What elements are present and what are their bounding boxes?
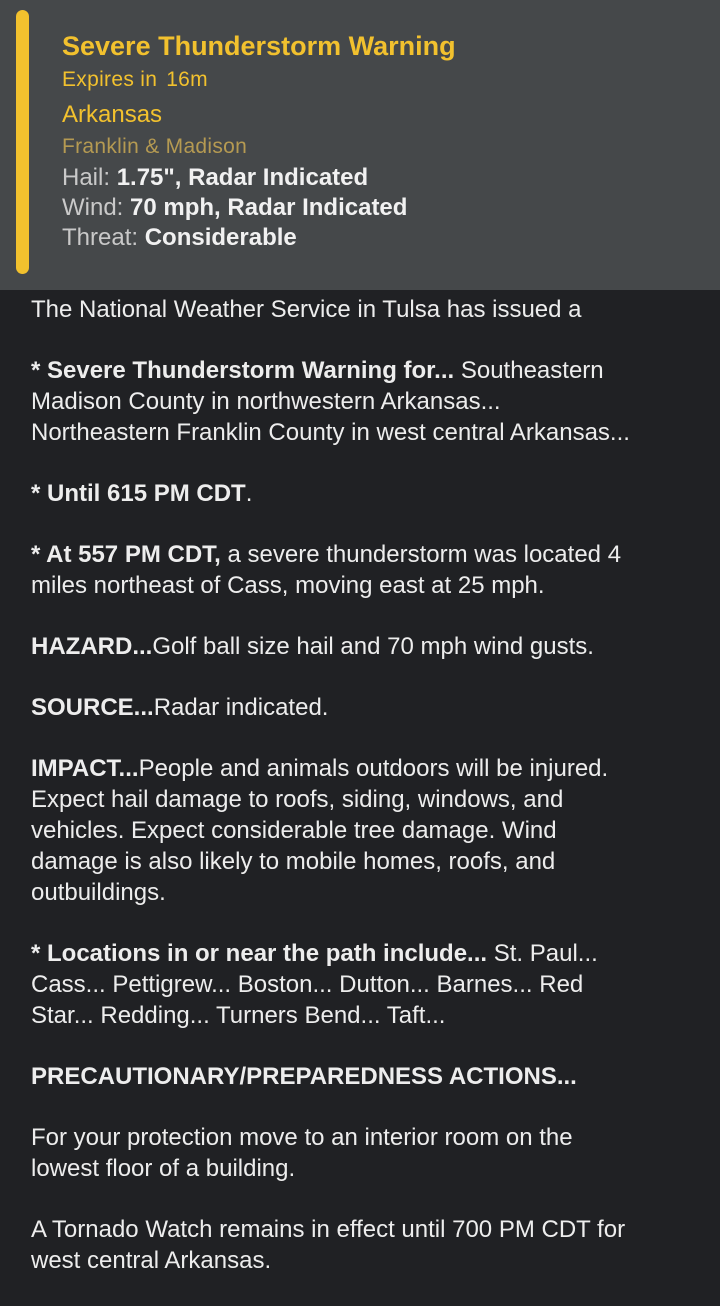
alert-header — [0, 0, 720, 290]
impact-lead: IMPACT... — [31, 755, 139, 782]
tornado-watch-paragraph — [31, 1214, 711, 1276]
wind-label: Wind: — [62, 194, 124, 221]
locations-text-2: Cass... Pettigrew... Boston... Dutton... Barnes... Red — [31, 971, 584, 998]
precautions-heading: PRECAUTIONARY/PREPAREDNESS ACTIONS... — [31, 1063, 577, 1090]
expires-value: 16m — [166, 68, 208, 91]
alert-counties: Franklin & Madison — [62, 135, 248, 158]
intro-text: The National Weather Service in Tulsa has issued a — [31, 296, 582, 323]
alert-title: Severe Thunderstorm Warning — [62, 31, 456, 61]
hazard-text: Golf ball size hail and 70 mph wind gusts. — [152, 633, 594, 660]
tornado-watch-text-1: A Tornado Watch remains in effect until 700 PM CDT for — [31, 1216, 626, 1243]
impact-text-5: outbuildings. — [31, 879, 166, 906]
warning-for-text-1: Southeastern — [454, 357, 604, 384]
tornado-watch-text-2: west central Arkansas. — [31, 1247, 272, 1274]
storm-location-text-2: miles northeast of Cass, moving east at 25 mph. — [31, 572, 545, 599]
storm-time-lead: * At 557 PM CDT, — [31, 541, 221, 568]
until-paragraph — [31, 478, 711, 509]
until-lead: * Until 615 PM CDT — [31, 480, 246, 507]
wind-value: 70 mph, Radar Indicated — [130, 194, 408, 221]
warning-for-text-3: Northeastern Franklin County in west central Arkansas... — [31, 419, 630, 446]
locations-text-3: Star... Redding... Turners Bend... Taft... — [31, 1002, 446, 1029]
until-line — [31, 478, 711, 509]
protection-text-1: For your protection move to an interior room on the — [31, 1124, 573, 1151]
severity-accent-bar — [16, 10, 29, 274]
protection-text-2: lowest floor of a building. — [31, 1155, 296, 1182]
wind-row — [62, 193, 708, 223]
impact-text-3: vehicles. Expect considerable tree damage. Wind — [31, 817, 557, 844]
warning-for-paragraph — [31, 355, 711, 448]
source-lead: SOURCE... — [31, 694, 154, 721]
hail-label: Hail: — [62, 164, 111, 191]
threat-row — [62, 223, 708, 253]
protection-paragraph — [31, 1122, 711, 1184]
precautions-heading-paragraph — [31, 1061, 711, 1092]
locations-paragraph — [31, 938, 711, 1031]
impact-text-2: Expect hail damage to roofs, siding, windows, and — [31, 786, 564, 813]
alert-summary — [62, 28, 708, 253]
impact-paragraph — [31, 753, 711, 908]
source-text: Radar indicated. — [153, 694, 329, 721]
hazard-paragraph — [31, 631, 711, 662]
source-line — [31, 692, 711, 723]
warning-for-lead: * Severe Thunderstorm Warning for... — [31, 357, 455, 384]
impact-text-4: damage is also likely to mobile homes, roofs, and — [31, 848, 556, 875]
warning-for-line-1 — [31, 355, 711, 386]
until-tail: . — [245, 480, 253, 507]
locations-line-1 — [31, 938, 711, 969]
threat-label: Threat: — [62, 224, 139, 251]
storm-location-text-1: a severe thunderstorm was located 4 — [220, 541, 622, 568]
impact-text-1: People and animals outdoors will be injured. — [138, 755, 609, 782]
locations-lead: * Locations in or near the path include... — [31, 940, 488, 967]
intro-paragraph — [31, 294, 711, 325]
storm-location-line-1 — [31, 539, 711, 570]
threat-value: Considerable — [144, 224, 297, 251]
hazard-lead: HAZARD... — [31, 633, 153, 660]
alert-expiry — [62, 64, 708, 96]
impact-line-1 — [31, 753, 711, 784]
alert-details — [31, 294, 711, 1306]
warning-for-text-2: Madison County in northwestern Arkansas... — [31, 388, 501, 415]
storm-location-paragraph — [31, 539, 711, 601]
hail-value: 1.75", Radar Indicated — [116, 164, 369, 191]
locations-text-1: St. Paul... — [487, 940, 598, 967]
hazard-line — [31, 631, 711, 662]
hail-row — [62, 163, 708, 193]
source-paragraph — [31, 692, 711, 723]
alert-state: Arkansas — [62, 101, 163, 128]
expires-label: Expires in — [62, 68, 158, 91]
